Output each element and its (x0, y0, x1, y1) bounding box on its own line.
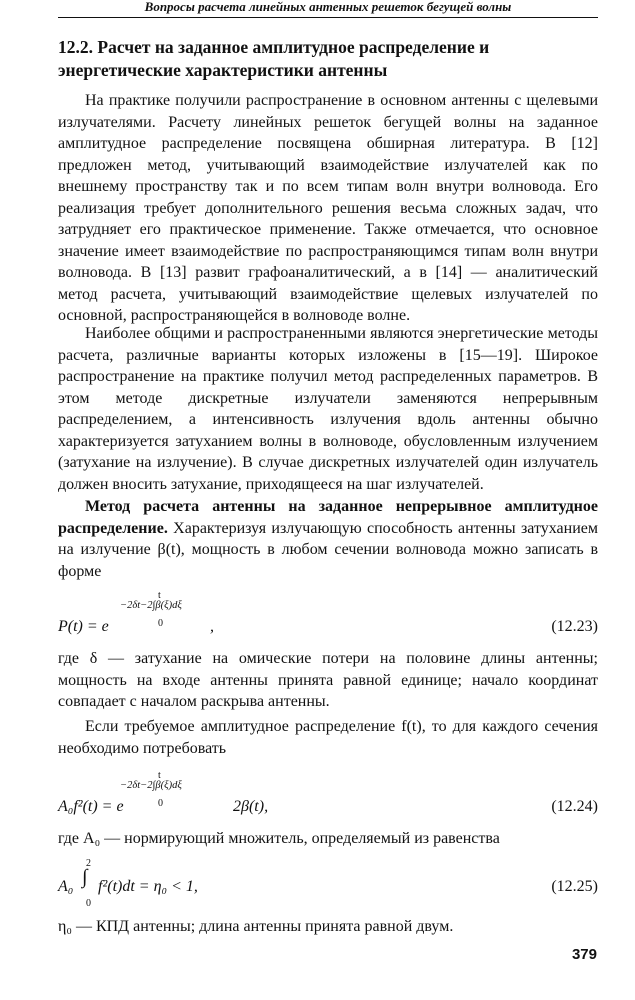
eq2-upper-limit: t (158, 770, 161, 781)
eq3-lhs: A₀ (58, 878, 74, 895)
equation-12-25 (58, 858, 598, 910)
eq2-exponent: −2δt−2∫β(ξ)dξ (120, 780, 182, 791)
eq3-upper-limit: 2 (86, 858, 91, 869)
eq3-lower-limit: 0 (86, 898, 91, 909)
paragraph-3-run-in: Метод расчета антенны на заданное непрерывное амплитудное распределение. (58, 498, 598, 537)
equation-12-23 (58, 590, 598, 640)
after-eq2-text: где A₀ — нормирующий множитель, определяемый из равенства (58, 830, 500, 847)
eq2-tail: 2β(t), (233, 798, 269, 815)
running-header: Вопросы расчета линейных антенных решеток бегущей волны (144, 0, 512, 14)
after-eq3-text: η₀ — КПД антенны; длина антенны принята равной двум. (58, 918, 454, 935)
paragraph-4: Если требуемое амплитудное распределение f(t), то для каждого сечения необходимо потребовать (58, 718, 598, 757)
paragraph-3 (58, 496, 598, 582)
page-number: 379 (571, 946, 597, 963)
eq2-lower-limit: 0 (158, 798, 163, 809)
eq2-lhs: A₀f²(t) = e (58, 798, 124, 815)
paragraph-1: На практике получили распространение в основном антенны с щелевыми излучателями. Расчету линейных решеток бегущей волны на заданное амплитудное распределение посвящена обширная литература. В [12] предложен метод, учитывающий взаимодействие излучателей как по внешнему пространству так и по всем типам волн внутри волновода. Его реализация требует дополнительного решения весьма сложных задач, что затрудняет его практическое применение. Также отмечается, что основное значение имеет взаимодействие по распространяющимся типам волн внутри волновода. В [13] развит графоаналитический, а в [14] — аналитический метод расчета, учитывающий взаимодействие щелевых излучателей по основной, распространяющейся в волноводе волне. (58, 92, 598, 324)
eq1-lower-limit: 0 (158, 618, 163, 629)
paragraph-3-rest: Характеризуя излучающую способность антенны затуханием на излучение β(t), мощность в любом сечении волновода можно записать в форме (58, 519, 598, 580)
eq1-upper-limit: t (158, 590, 161, 601)
eq2-number: (12.24) (551, 798, 598, 815)
after-eq1-text: где δ — затухание на омические потери на половине длины антенны; мощность на входе антенны принята равной единице; начало координат совпадает с началом раскрыва антенны. (58, 650, 598, 710)
eq1-lhs: P(t) = e (58, 618, 109, 635)
eq3-integrand: f²(t)dt = η₀ < 1, (98, 878, 198, 895)
eq1-exponent: −2δt−2∫β(ξ)dξ (120, 600, 182, 611)
eq3-integral-sign: ∫ (82, 866, 88, 888)
eq1-number: (12.23) (551, 618, 598, 635)
header-rule (58, 17, 598, 18)
eq3-number: (12.25) (551, 878, 598, 895)
equation-12-24 (58, 770, 598, 820)
paragraph-2: Наиболее общими и распространенными являются энергетические методы расчета, различные варианты которых изложены в [15—19]. Широкое распространение на практике получил метод распределенных параметров. В этом методе дискретные излучатели заменяются непрерывным распределением, а интенсивность излучения вдоль антенны обычно характеризуется затуханием волны в волноводе, обусловленным излучением (затухание на излучение). В случае дискретных излучателей один излучатель должен вносить затухание, приходящееся на шаг излучателей. (58, 325, 598, 493)
section-title: 12.2. Расчет на заданное амплитудное распределение и энергетические характеристики антенны (58, 37, 490, 80)
eq1-tail: , (210, 618, 214, 635)
